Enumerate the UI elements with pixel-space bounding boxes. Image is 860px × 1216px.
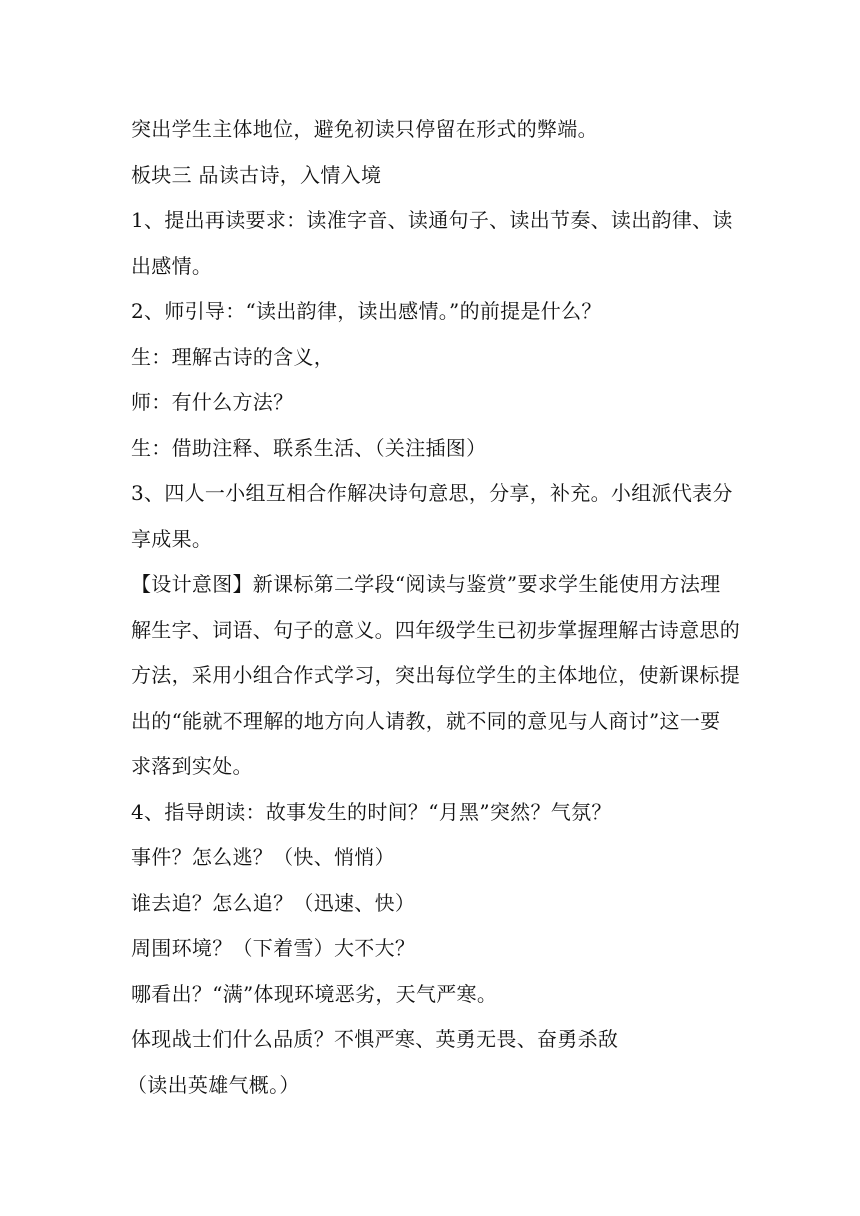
text-line: 出感情。: [131, 253, 213, 278]
text-line: 3、四人一小组互相合作解决诗句意思，分享，补充。小组派代表分: [131, 481, 733, 505]
text-line: 谁去追？怎么追？（迅速、快）: [131, 890, 416, 915]
text-line: （读出英雄气概。）: [127, 1072, 300, 1097]
text-line: 解生字、词语、句子的意义。四年级学生已初步掌握理解古诗意思的: [131, 617, 740, 642]
text-line: 师：有什么方法？: [131, 390, 294, 414]
text-line: 生：借助注释、联系生活、（关注插图）: [131, 435, 487, 460]
text-line: 突出学生主体地位，避免初读只停留在形式的弊端。: [131, 117, 598, 141]
text-line: 1、提出再读要求：读准字音、读通句子、读出节奏、读出韵律、读: [131, 208, 733, 232]
text-line: 生：理解古诗的含义，: [131, 344, 334, 369]
design-intent-line: 【设计意图】新课标第二学段“阅读与鉴赏”要求学生能使用方法理: [131, 572, 721, 596]
text-line: 事件？怎么逃？（快、悄悄）: [131, 845, 395, 869]
text-line: 4、指导朗读：故事发生的时间？“月黑”突然？气氛？: [131, 799, 612, 824]
text-line: 出的“能就不理解的地方向人请教，就不同的意见与人商讨”这一要: [131, 708, 721, 733]
document-body: [127, 107, 740, 1108]
text-line: 哪看出？“满”体现环境恶劣，天气严寒。: [131, 981, 498, 1006]
text-line: 体现战士们什么品质？不惧严寒、英勇无畏、奋勇杀敌: [131, 1027, 619, 1051]
text-line: 享成果。: [131, 526, 213, 551]
text-line: 求落到实处。: [131, 754, 253, 778]
text-line: 方法，采用小组合作式学习，突出每位学生的主体地位，使新课标提: [131, 663, 740, 687]
section-heading: 板块三 品读古诗，入情入境: [131, 162, 382, 187]
text-line: 周围环境？（下着雪）大不大？: [131, 936, 416, 960]
text-line: 2、师引导：“读出韵律，读出感情。”的前提是什么？: [131, 299, 602, 323]
